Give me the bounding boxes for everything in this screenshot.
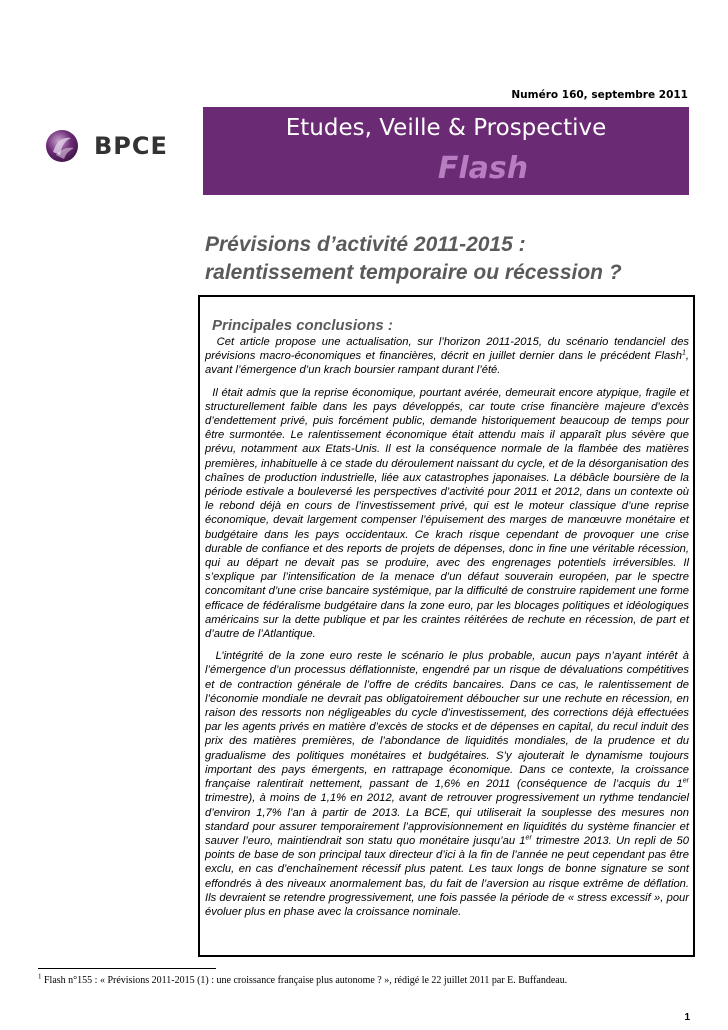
- footnote-number: 1: [38, 972, 42, 981]
- banner-subtitle: Flash: [437, 151, 529, 186]
- paragraph-2: Il était admis que la reprise économique, pourtant avérée, demeurait encore atypique, fragile et structurellement faible dans les pays développés, car toute crise financière majeure d’excès d’endettement privé, puis forcément public, demande historiquement beaucoup de temps pour être surmontée. Le ralentissement économique était attendu mais il apparaît plus sévère que prévu, notamment aux Etats-Unis. Il est la conséquence normale de la flambée des matières premières, inhabituelle à ce stade du déroulement naissant du cycle, et de la désorganisation des chaînes de production industrielle, liée aux catastrophes japonaises. La débâcle boursière de la période estivale a bouleversé les perspectives d’activité pour 2011 et 2012, dans un contexte où le rebond déjà en cours de l’investissement privé, qui est le moteur classique d’une reprise économique, devait largement compenser l’épuisement des marges de manœuvre monétaire et budgétaire dans les pays occidentaux. Ce krach risque cependant de provoquer une crise durable de confiance et des reports de projets de dépenses, donc in fine une véritable récession, qui au départ ne devait pas se produire, avec des engrenages potentiels irréversibles. Il s’explique par l’intensification de la menace d’un défaut souverain européen, par le spectre concomitant d’une crise bancaire systémique, par la difficulté de construire rapidement une forme efficace de fédéralisme budgétaire dans la zone euro, par les blocages politiques et idéologiques américains sur la dette publique et par les craintes réitérées de rechute en récession, de part et d’autre de l’Atlantique.: [205, 386, 689, 641]
- article-title: [205, 231, 705, 287]
- conclusions-box: [198, 295, 695, 957]
- bpce-logo: [44, 128, 194, 174]
- header-banner: [203, 107, 689, 195]
- bpce-logo-icon: [44, 128, 80, 164]
- conclusions-text: [205, 335, 689, 927]
- footnote-text: Flash n°155 : « Prévisions 2011-2015 (1) : une croissance française plus autonome ? », rédigé le 22 juillet 2011 par E. Buffandeau.: [41, 975, 568, 986]
- conclusions-heading: Principales conclusions :: [212, 317, 393, 334]
- title-line-1: Prévisions d’activité 2011-2015 :: [205, 233, 526, 256]
- footnote-divider: [38, 968, 216, 969]
- paragraph-3: L’intégrité de la zone euro reste le scénario le plus probable, aucun pays n’ayant intérêt à l’émergence d’un processus déflationniste, engendré par un risque de dévaluations compétitives et de contraction générale de l’offre de crédits bancaires. Dans ce cas, le ralentissement de l’économie mondiale ne devrait pas obligatoirement déboucher sur une rechute en récession, en raison des ressorts non négligeables du cycle d’investissement, des corrections déjà effectuées par les agents privés en matière d’excès de stocks et de dépenses en capital, du recul induit des prix des matières premières, de l’abondance de liquidités mondiales, de la prudence et du gradualisme des politiques monétaires et budgétaires. S’y ajouterait le dynamisme toujours important des pays émergents, en rattrapage économique. Dans ce contexte, la croissance française ralentirait nettement, passant de 1,6% en 2011 (conséquence de l’acquis du 1er trimestre), à moins de 1,1% en 2012, avant de retrouver progressivement un rythme tendanciel d’environ 1,7% l’an à partir de 2013. La BCE, qui utiliserait la souplesse des mesures non standard pour assurer temporairement l’approvisionnement en liquidités du système financier et sauver l’euro, maintiendrait son statu quo monétaire jusqu’au 1er trimestre 2013. Un repli de 50 points de base de son principal taux directeur d’ici à la fin de l’année ne peut cependant pas être exclu, en cas d’enchaînement récessif plus patent. Les taux longs de bonne signature se sont effondrés à des niveaux anormalement bas, du fait de l’aversion au risque extrême de déflation. Ils devraient se retendre progressivement, une fois passée la période de « stress excessif », pour évoluer plus en phase avec la croissance nominale.: [205, 650, 689, 918]
- issue-date: Numéro 160, septembre 2011: [511, 89, 688, 101]
- footnote: [38, 972, 698, 986]
- title-line-2: ralentissement temporaire ou récession ?: [205, 261, 622, 284]
- paragraph-1: Cet article propose une actualisation, sur l’horizon 2011-2015, du scénario tendanciel des prévisions macro-économiques et financières, décrit en juillet dernier dans le précédent Flash$^1$, avant l’émergence d’un krach boursier rampant durant l’été.: [205, 336, 690, 377]
- footnote-ref[interactable]: 1: [681, 349, 686, 357]
- brand-name: BPCE: [94, 132, 168, 160]
- banner-title: Etudes, Veille & Prospective: [285, 115, 607, 141]
- page-number: 1: [684, 1012, 690, 1023]
